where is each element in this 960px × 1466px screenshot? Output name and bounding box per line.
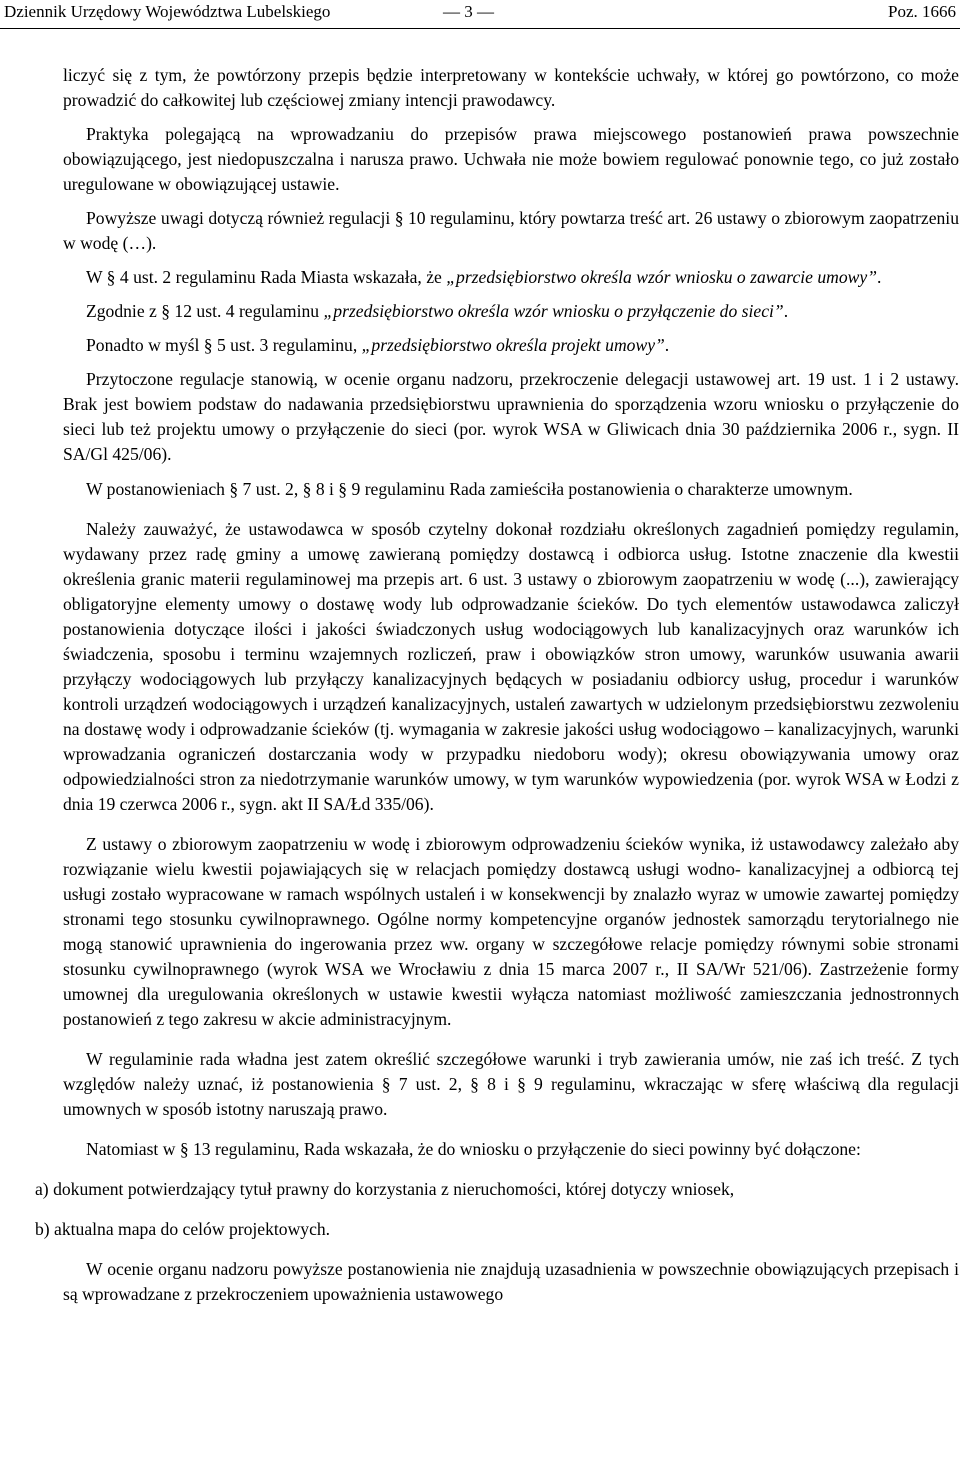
paragraph-remarks: Powyższe uwagi dotyczą również regulacji § 10 regulaminu, który powtarza treść art. 26 ustawy o zbiorowym zaopatrzeniu w wodę (…). (63, 208, 959, 253)
list-item-b: b) aktualna mapa do celów projektowych. (35, 1219, 331, 1239)
position-number: Poz. 1666 (888, 2, 956, 21)
paragraph-par12-tail: . (783, 301, 789, 321)
document-body (35, 63, 959, 1307)
paragraph-continuation: liczyć się z tym, że powtórzony przepis będzie interpretowany w kontekście uchwały, w której go powtórzono, co może prowadzić do całkowitej lub częściowej zmiany intencji prawodawcy. (63, 65, 959, 110)
page-header (0, 0, 960, 30)
paragraph-legislator-division: Należy zauważyć, że ustawodawca w sposób czytelny dokonał rozdziału określonych zagadnień pomiędzy regulamin, wydawany przez radę gminy a umowę zawieraną pomiędzy dostawcą i odbiorca usług. Istotne znaczenie dla kwestii określenia granic materii regulaminowej ma przepis art. 6 ust. 3 ustawy o zbiorowym zaopatrzeniu w wodę (...), zawierający obligatoryjne elementy umowy o dostawę wody lub odprowadzanie ścieków. Do tych elementów ustawodawca zaliczył postanowienia dotyczące ilości i jakości świadczonych usług wodociągowych lub kanalizacyjnych oraz warunków ich świadczenia, sposobu i terminu wzajemnych rozliczeń, praw i obowiązków stron umowy, warunków usuwania awarii przyłączy wodociągowych lub przyłączy kanalizacyjnych będących w posiadaniu odbiorcy usług, procedur i warunków kontroli urządzeń wodociągowych i urządzeń kanalizacyjnych, ustaleń zawartych w udzielonym przedsiębiorstwu zezwoleniu na dostawę wody i odprowadzanie ścieków (tj. wymagania w zakresie jakości usług wodociągowo – kanalizacyjnych, warunki wprowadzania ograniczeń dostarczania wody w przypadku niedoboru wody); okresu obowiązywania umowy oraz odpowiedzialności stron za niedotrzymanie warunków umowy, w tym warunków wypowiedzenia (por. wyrok WSA w Łodzi z dnia 19 czerwca 2006 r., sygn. akt II SA/Łd 335/06). (63, 519, 959, 814)
paragraph-par13: Natomiast w § 13 regulaminu, Rada wskazała, że do wniosku o przyłączenie do sieci powinny być dołączone: (86, 1139, 861, 1159)
paragraph-par4-tail: . (877, 267, 882, 287)
paragraph-contract-provisions: W postanowieniach § 7 ust. 2, § 8 i § 9 regulaminu Rada zamieściła postanowienia o charakterze umownym. (86, 479, 853, 499)
paragraph-conclusion: W regulaminie rada władna jest zatem określić szczegółowe warunki i tryb zawierania umów, nie zaś ich treść. Z tych względów należy uznać, iż postanowienia § 7 ust. 2, § 8 i § 9 regulaminu, wkraczając w sferę właściwą dla regulacji umownych w sposób istotny naruszają prawo. (63, 1049, 959, 1119)
paragraph-par4 (63, 265, 959, 290)
journal-title: Dziennik Urzędowy Województwa Lubelskiego (4, 2, 331, 21)
paragraph-par12 (63, 299, 959, 324)
paragraph-par4-lead: W § 4 ust. 2 regulaminu Rada Miasta wskazała, że (86, 267, 447, 287)
quote-par12: „przedsiębiorstwo określa wzór wniosku o przyłączenie do sieci” (323, 301, 784, 321)
paragraph-par12-lead: Zgodnie z § 12 ust. 4 regulaminu (86, 301, 324, 321)
paragraph-act-intent: Z ustawy o zbiorowym zaopatrzeniu w wodę i zbiorowym odprowadzeniu ścieków wynika, iż ustawodawcy zależało aby rozwiązanie wielu kwestii pojawiających się w relacjach pomiędzy dostawcą usługi wodno- kanalizacyjnej a odbiorcą tej usługi zostało wypracowane w ramach wspólnych ustaleń i w konsekwencji by znalazło wyraz w umowie zawartej pomiędzy stronami tego stosunku cywilnoprawnego. Ogólne normy kompetencyjne organów jednostek samorządu terytorialnego nie mogą stanowić uprawnienia do ingerowania przez ww. organy w szczegółowe relacje pomiędzy równymi sobie stronami stosunku cywilnoprawnego (wyrok WSA we Wrocławiu z dnia 15 marca 2007 r., II SA/Wr 521/06). Zastrzeżenie formy umownej dla uregulowania określonych w ustawie kwestii wyłącza natomiast możliwość zamieszczania jednostronnych postanowień z tego zakresu w akcie administracyjnym. (63, 834, 959, 1029)
paragraph-delegation: Przytoczone regulacje stanowią, w ocenie organu nadzoru, przekroczenie delegacji ustawowej art. 19 ust. 1 i 2 ustawy. Brak jest bowiem podstaw do nadawania przedsiębiorstwu uprawnienia do sporządzenia wzoru wniosku o przyłączenie do sieci lub też projektu umowy o przyłączenie do sieci (por. wyrok WSA w Gliwicach dnia 30 października 2006 r., sygn. II SA/Gl 425/06). (63, 369, 959, 464)
paragraph-practice: Praktyka polegającą na wprowadzaniu do przepisów prawa miejscowego postanowień prawa powszechnie obowiązującego, jest niedopuszczalna i narusza prawo. Uchwała nie może bowiem regulować ponownie tego, co już zostało uregulowane w obowiązującej ustawie. (63, 124, 959, 194)
header-rule (0, 28, 960, 29)
paragraph-par5-lead: Ponadto w myśl § 5 ust. 3 regulaminu, (86, 335, 362, 355)
page-number: — 3 — (443, 2, 494, 21)
paragraph-par5 (63, 333, 959, 358)
paragraph-supervisor-opinion: W ocenie organu nadzoru powyższe postanowienia nie znajdują uzasadnienia w powszechnie obowiązujących przepisach i są wprowadzane z przekroczeniem upoważnienia ustawowego (63, 1259, 959, 1304)
list-item-a: a) dokument potwierdzający tytuł prawny do korzystania z nieruchomości, której dotyczy wniosek, (35, 1179, 735, 1199)
quote-par5: „przedsiębiorstwo określa projekt umowy” (361, 335, 665, 355)
paragraph-par5-tail: . (664, 335, 670, 355)
quote-par4: „przedsiębiorstwo określa wzór wniosku o zawarcie umowy” (446, 267, 877, 287)
